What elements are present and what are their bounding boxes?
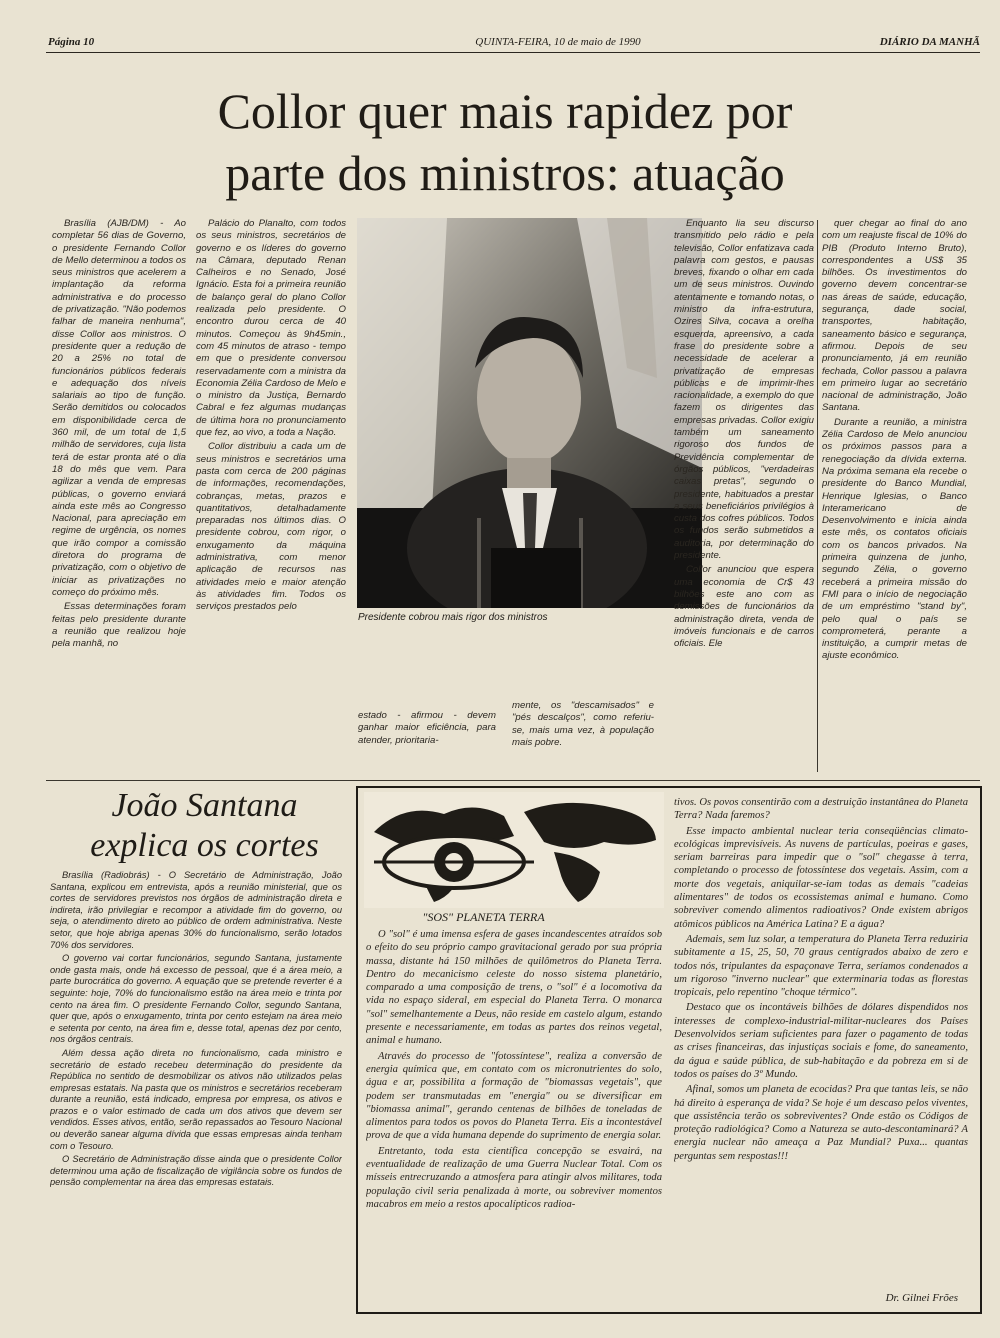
newspaper-name: DIÁRIO DA MANHÃ	[879, 36, 980, 48]
world-map-eye-icon	[364, 792, 664, 908]
sos-left-column	[366, 928, 662, 1302]
santana-headline-line-1: João Santana	[111, 787, 298, 824]
paragraph: Entretanto, toda esta científica concepção se esvairá, na eventualidade de realização de uma Guerra Nuclear Total. Com os mísseis entrecruzando a atmosfera para atingir alvos militares, toda população civil seria penalizada à morte, ou sobreviver momentos macabros em meio a restos apocalípticos radioa-	[366, 1145, 662, 1210]
paragraph: Brasília (AJB/DM) - Ao completar 56 dias de Governo, o presidente Fernando Collor de Mello determinou a todos os seus ministros que acelerem a implantação da reforma administrativa e do processo de privatização. "Não podemos falhar de maneira nenhuma", disse Collor aos ministros. O presidente quer a redução de 20 a 25% no total de funcionários públicos federais e adequação dos níveis salariais ao tipo de função. Serão demitidos ou colocados em disponibilidade cerca de 360 mil, de um total de 1,5 milhão de servidores, cuja lista terá de estar pronta até o dia 18 do mês que vem. Para agilizar a venda de empresas públicas, o governo enviará ainda este mês ao Congresso Nacional, para apreciação em regime de urgência, os nomes que irão compor a comissão diretora do programa de privatização, com o objetivo de iniciar as privatizações no começo do próximo mês.	[52, 218, 186, 598]
paragraph: estado - afirmou - devem ganhar maior eficiência, para atender, prioritaria-	[358, 710, 496, 746]
paragraph: Essas determinações foram feitas pelo presidente durante a reunião que realizou hoje pela manhã, no	[52, 601, 186, 650]
main-headline-line-2: parte dos ministros: atuação	[225, 145, 785, 201]
paragraph: O governo vai cortar funcionários, segundo Santana, justamente onde gasta mais, onde há excesso de pessoal, que é a área meio, a parte burocrática do governo. A equação que se pretende reverter é a seguinte: hoje, 70% do funcionalismo estão na área meio e trinta por cento na área fim. O presidente Fernando Collor, segundo Santana, quer que, após o enxugamento, trinta por cento estejam na área meio e setenta por cento, na área fim e, desse total, apenas dez por cento, nos órgãos centrais.	[50, 953, 342, 1045]
paragraph: O Secretário de Administração disse ainda que o presidente Collor determinou uma ação de fiscalização de vigilância sobre os fundos de pensão complementar na área das empresas estatais.	[50, 1154, 342, 1188]
sos-title: "SOS" PLANETA TERRA	[422, 910, 545, 924]
article-column-4	[674, 218, 814, 774]
issue-date: QUINTA-FEIRA, 10 de maio de 1990	[475, 36, 641, 48]
author-signature: Dr. Gilnei Frões	[885, 1292, 958, 1304]
column-divider	[817, 220, 818, 772]
paragraph: Além dessa ação direta no funcionalismo, cada ministro e secretário de estado recebeu determinação do presidente da República no sentido de desmobilizar os ativos não utilizados pelas empresas estatais. Na pasta que os ministros e secretários receberam durante a reunião, está indicado, empresa por empresa, os ativos e prazos e o valor estimado de cada um dos ativos que devem ser vendidos. Esses ativos, então, serão repassados ao Tesouro Nacional ou deverão sanear alguma dívida que essas empresas ainda tenham com o Tesouro.	[50, 1047, 342, 1151]
paragraph: quer chegar ao final do ano com um reajuste fiscal de 10% do PIB (Produto Interno Bruto), correspondentes a US$ 35 bilhões. Os investimentos do governo devem concentrar-se nas áreas de saúde, educação, segurança, dade social, transportes, habitação, saneamento básico e segurança, afirmou. Depois de seu pronunciamento, já em reunião fechada, Collor passou a palavra em primeiro lugar ao secretário nacional de administração, João Santana.	[822, 218, 967, 414]
main-headline	[160, 80, 850, 204]
paragraph: mente, os "descamisados" e "pés descalços", como referiu-se, mais uma vez, à população mais pobre.	[512, 700, 654, 748]
photo-caption: Presidente cobrou mais rigor dos ministros	[358, 612, 548, 623]
paragraph: tivos. Os povos consentirão com a destruição instantânea do Planeta Terra? Nada faremos?	[674, 797, 968, 822]
article-column-3a	[358, 700, 496, 784]
paragraph: Brasília (Radiobrás) - O Secretário de Administração, João Santana, explicou em entrevista, após a reunião ministerial, que os cortes de servidores previstos nos órgãos de administração direta e indireta, irão privilegiar e recompor a atividade fim do governo, ou seja, o atendimento direto ao público de ordem administrativa. Neste setor, que hoje abriga apenas 30% do funcionalismo, serão lotados 70% dos servidores.	[50, 870, 342, 950]
article-column-5	[822, 218, 967, 774]
article-column-2	[196, 218, 346, 774]
section-divider	[46, 780, 980, 781]
paragraph: Através do processo de "fotossíntese", realiza a conversão de energia química que, em contato com os micronutrientes do solo, água e ar, possibilita a formação de "biomassas vegetais", que podem ser transmutadas em "energia" ou se diversificar em "biomassa animal", gerando centenas de bilhões de toneladas de alimentos para todos os povos do Planeta Terra. Eis a incontestável prova de que a vida humana depende do suprimento de energia solar.	[366, 1050, 662, 1142]
paragraph: Collor distribuiu a cada um de seus ministros e secretários uma pasta com cerca de 200 páginas de informações, recomendações, cobranças, metas, prazos e quantitativos, detalhadamente preparadas nos últimos dias. O presidente cobrou, com rigor, o enxugamento da máquina administrativa, com menor aplicação de recursos nas atividades meio e maior atenção às atividades fim. Todos os serviços prestados pelo	[196, 441, 346, 613]
article-column-3b	[512, 700, 654, 774]
santana-headline-line-2: explica os cortes	[90, 827, 319, 864]
santana-headline	[62, 786, 347, 866]
president-photo-illustration	[357, 218, 702, 608]
paragraph: Afinal, somos um planeta de ecocidas? Pra que tantas leis, se não há direito à esperança de vida? Se hoje é um descaso pelos viventes, que assistência terão os sobreviventes? Onde estão os Códigos de proteção radiológica? Como a Natureza se auto-descontaminará? A energia nuclear não ameaça a Paz Mundial? Puxa... quantas perguntas sem respostas!!!	[674, 1084, 968, 1162]
paragraph: Palácio do Planalto, com todos os seus ministros, secretários de governo e os líderes do governo na Câmara, deputado Renan Calheiros e no Senado, José Ignácio. Esta foi a primeira reunião de balanço geral do plano Collor realizada pelo presidente. O encontro durou cerca de 40 minutos. Começou às 9h45min., com 45 minutos de atraso - tempo em que o presidente conversou reservadamente com a ministra da Economia Zélia Cardoso de Melo e o ministro da Justiça, Bernardo Cabral e fez algumas mudanças de última hora no pronunciamento que fez, ao vivo, a toda a Nação.	[196, 218, 346, 439]
page-number: Página 10	[48, 36, 95, 48]
sos-right-column	[674, 796, 968, 1288]
paragraph: Destaco que os incontáveis bilhões de dólares dispendidos nos interesses de complexo-industrial-militar-nucleares dos Países Desenvolvidos seriam suficientes para fazer o pagamento de todas as crises financeiras, das injustiças sociais e fome, do saneamento, da água e saúde pública, de sub-habitação e da pobreza em si de todos os países do 3º Mundo.	[674, 1002, 968, 1080]
paragraph: Esse impacto ambiental nuclear teria conseqüências climato-ecológicas imprevisíveis. As nuvens de partículas, poeiras e gases, seriam barreiras para impedir que o "sol" chegasse à terra, completando o processo de fotossíntese dos vegetais. Assim, com a morte dos vegetais, aniquilar-se-iam todas as demais "cadeias alimentares" de todos os ecossistemas animal e humano. Como sobreviver comendo alimentos radioativos? Onde existem abrigos atômicos públicos na América Latina? E a água?	[674, 825, 968, 930]
president-photo	[357, 218, 702, 608]
santana-article	[50, 870, 342, 1310]
paragraph: Durante a reunião, a ministra Zélia Cardoso de Melo anunciou os próximos passos para a renegociação da dívida externa. Na próxima semana ela recebe o presidente do Banco Mundial, Henrique Iglesias, o Banco Interamericano de Desenvolvimento e inicia ainda este mês, os contatos oficiais com os bancos privados. Na primeira quinzena de junho, segundo Zélia, o governo receberá a primeira missão do FMI para o início de negociação de um empréstimo "stand by", pelo qual o país se comprometerá, perante a instituição, a cumprir metas de ajuste econômico.	[822, 416, 967, 662]
page-header	[48, 36, 980, 50]
paragraph: Enquanto lia seu discurso transmitido pelo rádio e pela televisão, Collor enfatizava cada palavra com gestos, e pausas breves, fixando o olhar em cada um de seus ministros. Ouvindo atentamente e tomando notas, o ministro da infra-estrutura, Ozires Silva, cocava a orelha esquerda, apreensivo, a cada frase do presidente sobre a necessidade de acelerar a privatização de empresas públicas e de imprimir-lhes racionalidade, a exemplo do que fazem os dirigentes das empresas privadas. Collor exigiu também um saneamento rigoroso dos fundos de Previdência complementar de órgãos públicos, "verdadeiras caixas pretas", segundo o presidente, habituados a prestar a seus beneficiários privilégios à custa dos cofres públicos. Todos os fundos serão submetidos a auditoria, por determinação do presidente.	[674, 218, 814, 562]
sos-illustration	[364, 792, 664, 908]
article-column-1	[52, 218, 186, 774]
paragraph: O "sol" é uma imensa esfera de gases incandescentes atraídos sob o efeito do seu próprio campo gravitacional gerado por sua própria massa, distante há 150 milhões de quilômetros do Planeta Terra. Dentro do mecanicismo celeste do nosso sistema planetário, comparado a uma composição de trens, o "sol" é a locomotiva da vida no espaço sideral, em especial do Planeta Terra. O monarca "sol" semelhantemente a Deus, não reside em castelo algum, estando presente e necessariamente, em todas as partes dos reinos vegetal, animal e humano.	[366, 929, 662, 1047]
main-headline-line-1: Collor quer mais rapidez por	[217, 83, 793, 139]
header-rule	[46, 52, 980, 53]
paragraph: Collor anunciou que espera uma economia de Cr$ 43 bilhões este ano com as demissões de funcionários da administração direta, venda de imóveis funcionais e de carros oficiais. Ele	[674, 564, 814, 650]
paragraph: Ademais, sem luz solar, a temperatura do Planeta Terra reduziria subitamente a 15, 25, 50, 70 graus centígrados abaixo de zero e todos nós, tripulantes da espaçonave Terra, seríamos condenados a um rigoroso "inverno nuclear" que exterminaria todas as florestas tropicais, pelo repentino "choque térmico".	[674, 933, 968, 999]
